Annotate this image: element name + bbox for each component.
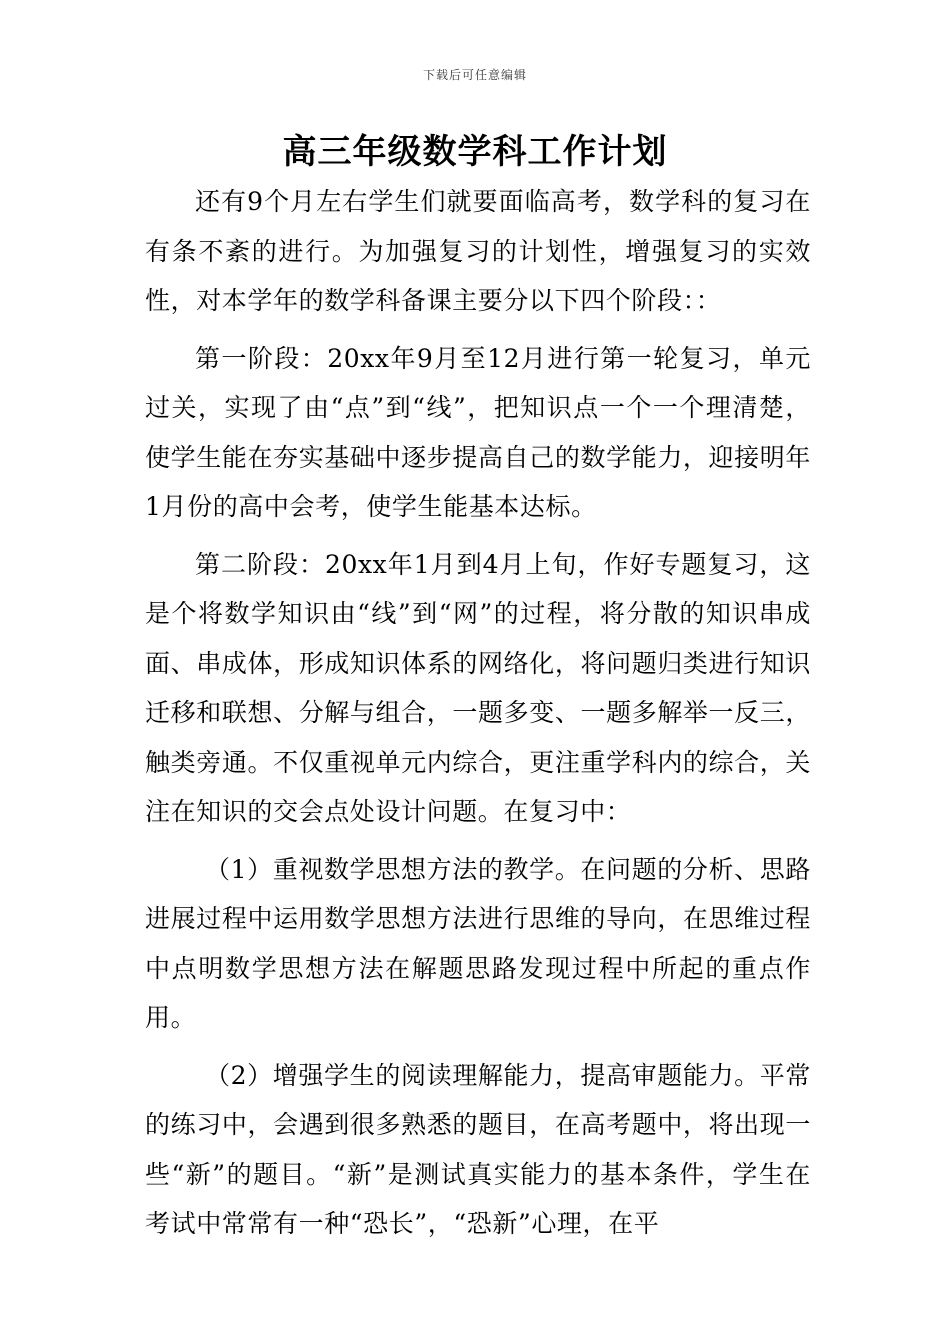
paragraph-stage-one: 第一阶段：20xx年9月至12月进行第一轮复习，单元过关，实现了由“点”到“线”，把知识点一个一个理清楚，使学生能在夯实基础中逐步提高自己的数学能力，迎接明年1月份的高中会考，使学生能基本达标。 [145, 343, 811, 521]
paragraph-item-2: （2）增强学生的阅读理解能力，提高审题能力。平常的练习中，会遇到很多熟悉的题目，在高考题中，将出现一些“新”的题目。“新”是测试真实能力的基本条件，学生在考试中常常有一种“恐长”，“恐新”心理，在平 [145, 1060, 811, 1238]
paragraph-stage-two: 第二阶段：20xx年1月到4月上旬，作好专题复习，这是个将数学知识由“线”到“网”的过程，将分散的知识串成面、串成体，形成知识体系的网络化，将问题归类进行知识迁移和联想、分解与组合，一题多变、一题多解举一反三，触类旁通。不仅重视单元内综合，更注重学科内的综合，关注在知识的交会点处设计问题。在复习中： [145, 549, 811, 826]
paragraph-intro: 还有9个月左右学生们就要面临高考，数学科的复习在有条不紊的进行。为加强复习的计划性，增强复习的实效性，对本学年的数学科备课主要分以下四个阶段：： [145, 187, 811, 315]
paragraph-item-1: （1）重视数学思想方法的教学。在问题的分析、思路进展过程中运用数学思想方法进行思维的导向，在思维过程中点明数学思想方法在解题思路发现过程中所起的重点作用。 [145, 854, 811, 1032]
header-note: 下载后可任意编辑 [422, 68, 527, 82]
document-body [145, 177, 811, 1257]
document-title: 高三年级数学科工作计划 [282, 132, 668, 172]
